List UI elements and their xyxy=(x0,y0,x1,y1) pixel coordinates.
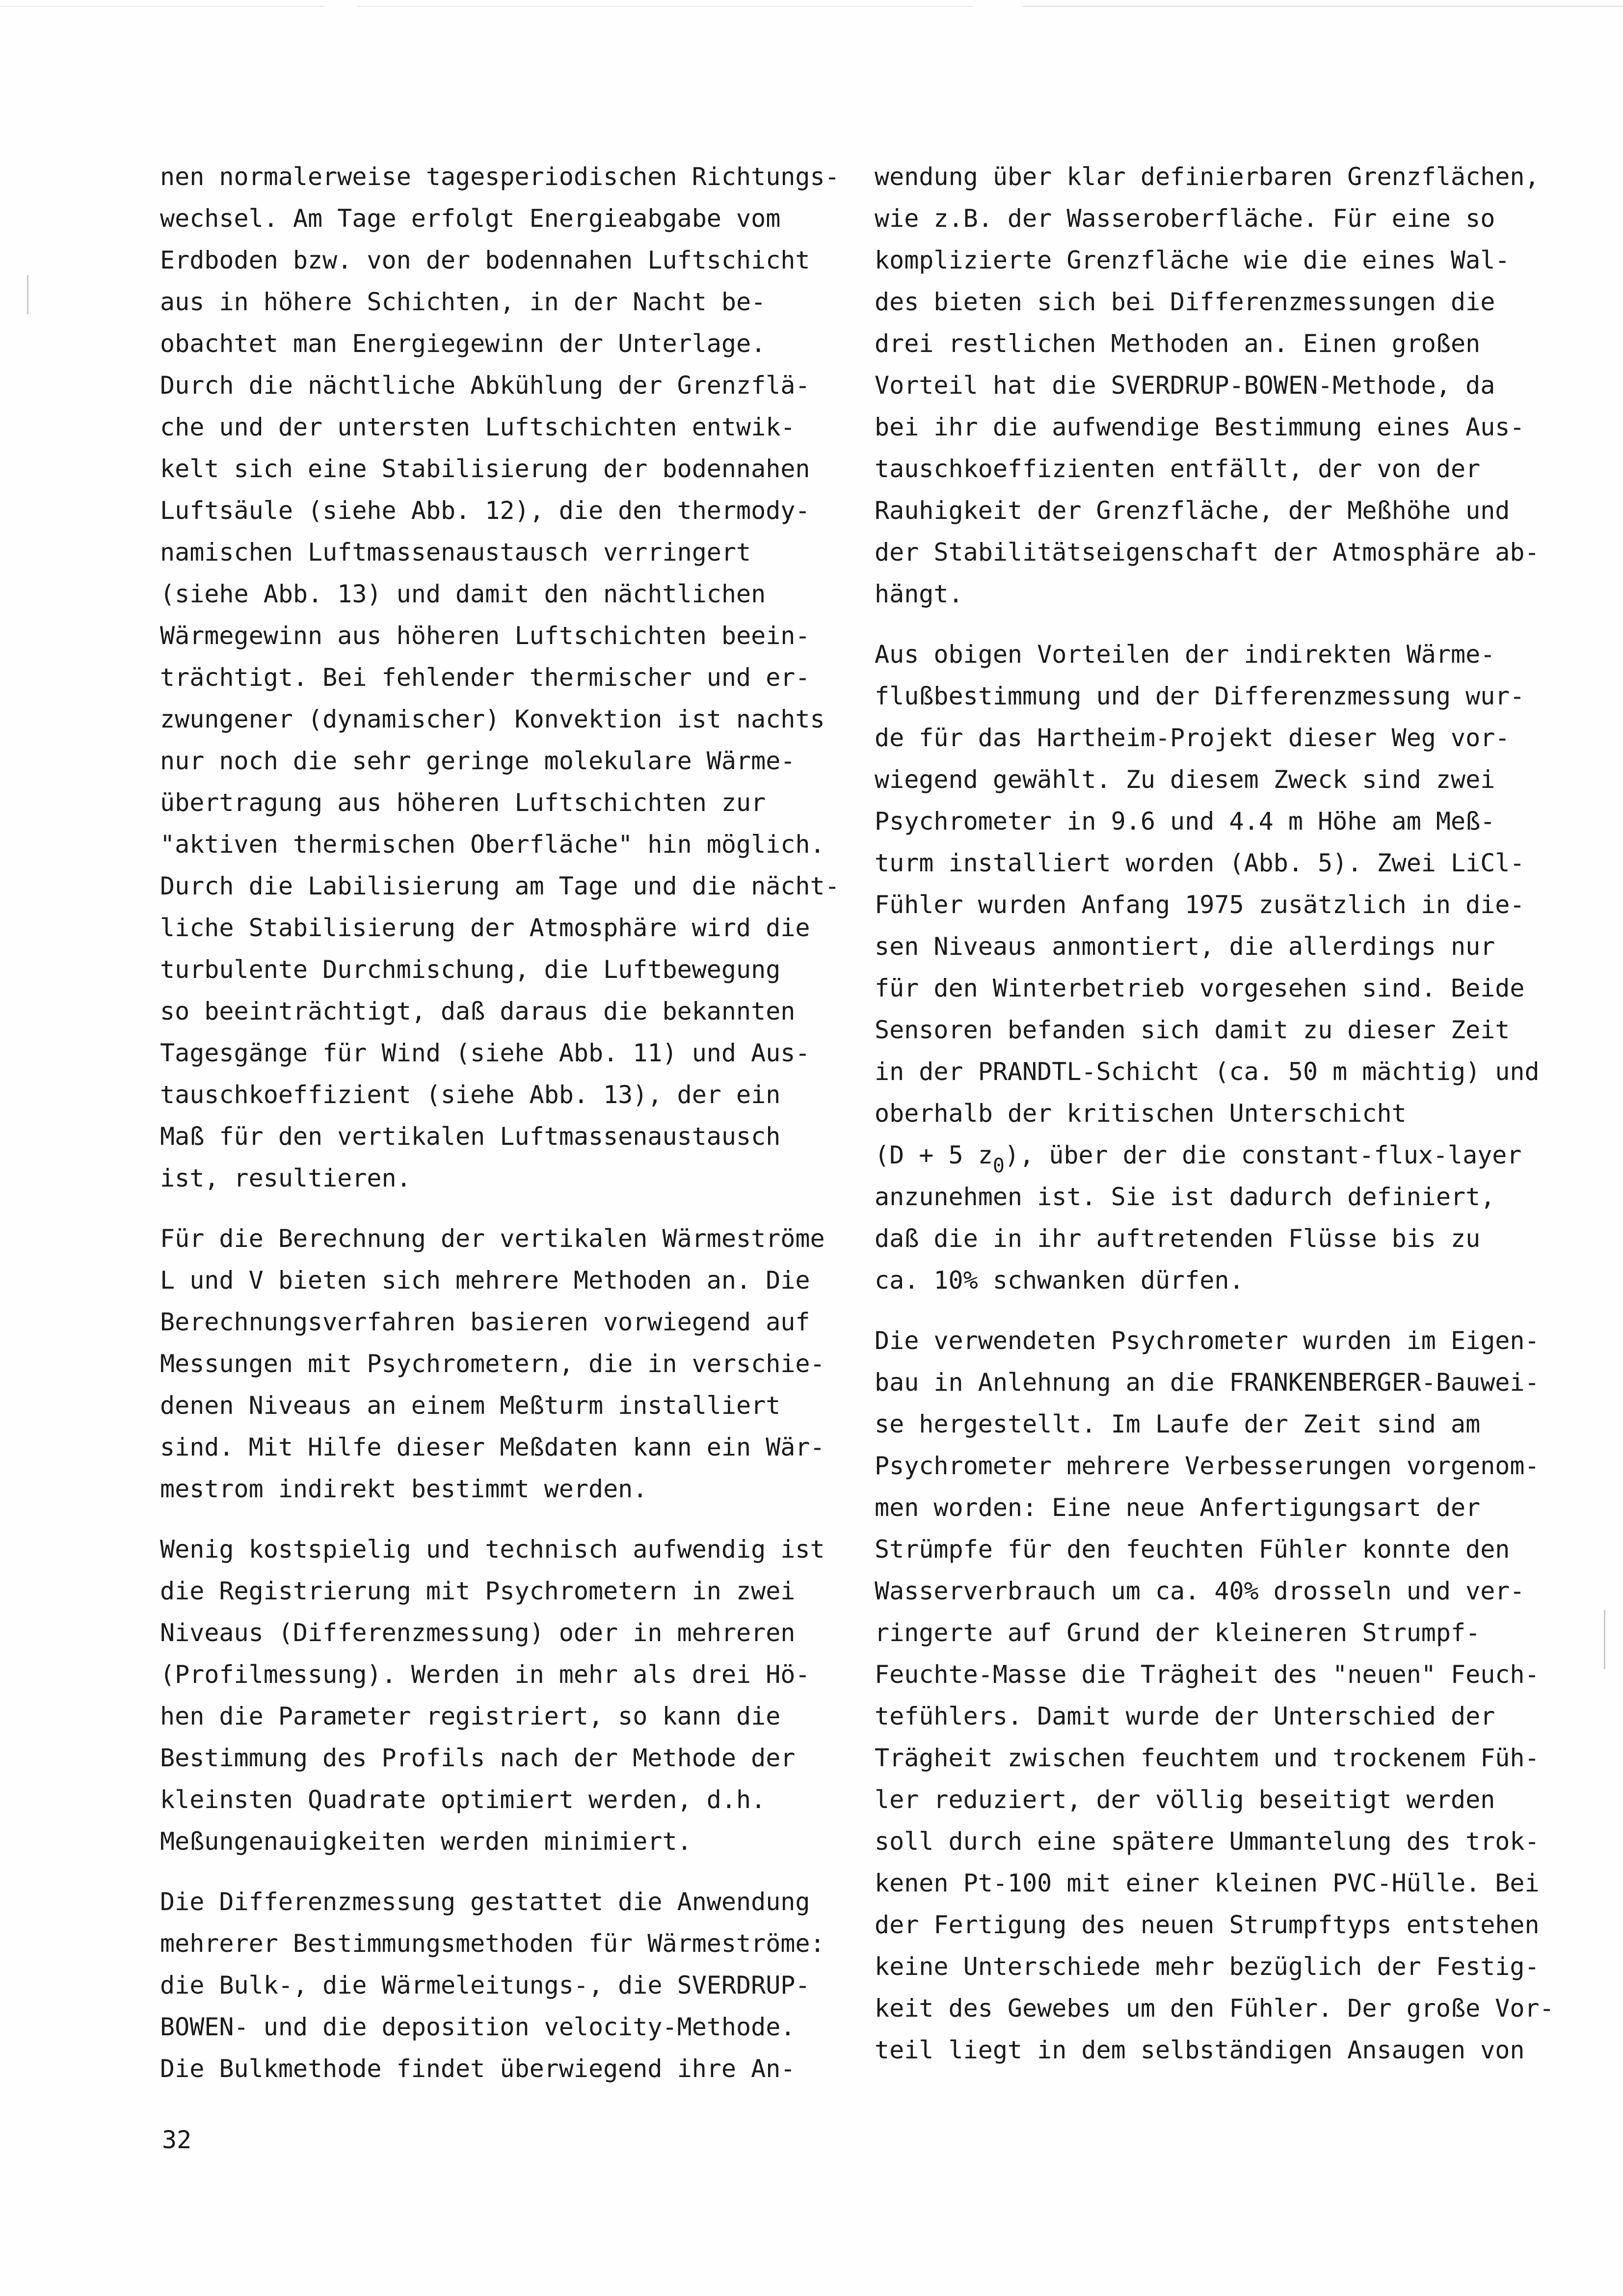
text-line: Rauhigkeit der Grenzfläche, der Meßhöhe und xyxy=(875,496,1510,525)
text-line: wechsel. Am Tage erfolgt Energieabgabe vom xyxy=(160,204,781,233)
page-number: 32 xyxy=(162,2126,192,2154)
text-line: Feuchte-Masse die Trägheit des "neuen" Feuch- xyxy=(875,1660,1540,1689)
text-line: Die Differenzmessung gestattet die Anwendung xyxy=(160,1888,810,1916)
paragraph xyxy=(160,1218,832,1510)
text-line: (siehe Abb. 13) und damit den nächtlichen xyxy=(160,580,766,608)
text-line: oberhalb der kritischen Unterschicht xyxy=(875,1099,1407,1128)
scan-top-edge xyxy=(0,6,1623,7)
text-line: Durch die Labilisierung am Tage und die nächt- xyxy=(160,872,840,900)
paragraph xyxy=(875,1320,1554,2071)
text-line: tauschkoeffizient (siehe Abb. 13), der ein xyxy=(160,1080,781,1109)
text-line: für den Winterbetrieb vorgesehen sind. Beide xyxy=(875,974,1525,1002)
text-line: ist, resultieren. xyxy=(160,1164,411,1192)
scan-right-edge-mark xyxy=(1604,1610,1605,1669)
text-line: mestrom indirekt bestimmt werden. xyxy=(160,1475,648,1503)
text-line: nur noch die sehr geringe molekulare Wärme- xyxy=(160,747,796,775)
text-line: sen Niveaus anmontiert, die allerdings nur xyxy=(875,932,1495,961)
text-line: Niveaus (Differenzmessung) oder in mehreren xyxy=(160,1619,796,1647)
text-line: die Registrierung mit Psychrometern in zwei xyxy=(160,1577,796,1605)
text-line: wie z.B. der Wasseroberfläche. Für eine so xyxy=(875,204,1495,233)
left-text-column xyxy=(160,156,840,2090)
text-line: L und V bieten sich mehrere Methoden an. Die xyxy=(160,1266,810,1295)
paragraph xyxy=(160,1881,832,2090)
text-line: tauschkoeffizienten entfällt, der von der xyxy=(875,455,1481,483)
text-line: che und der untersten Luftschichten entwik- xyxy=(160,413,796,441)
text-line: se hergestellt. Im Laufe der Zeit sind am xyxy=(875,1410,1481,1438)
text-line: Berechnungsverfahren basieren vorwiegend auf xyxy=(160,1308,810,1336)
text-line: Maß für den vertikalen Luftmassenaustausch xyxy=(160,1122,781,1151)
text-line: Trägheit zwischen feuchtem und trockenem Füh- xyxy=(875,1744,1540,1772)
text-line: Tagesgänge für Wind (siehe Abb. 11) und Aus- xyxy=(160,1039,810,1067)
text-line: so beeinträchtigt, daß daraus die bekannten xyxy=(160,997,796,1026)
text-line: men worden: Eine neue Anfertigungsart der xyxy=(875,1493,1481,1522)
right-text-column xyxy=(875,156,1554,2071)
text-line: namischen Luftmassenaustausch verringert xyxy=(160,538,751,567)
text-line: Wenig kostspielig und technisch aufwendig ist xyxy=(160,1535,825,1564)
text-line: sind. Mit Hilfe dieser Meßdaten kann ein Wär- xyxy=(160,1433,825,1461)
text-line: daß die in ihr auftretenden Flüsse bis zu xyxy=(875,1224,1481,1253)
text-line: Für die Berechnung der vertikalen Wärmeströme xyxy=(160,1224,825,1253)
text-line: Psychrometer in 9.6 und 4.4 m Höhe am Meß- xyxy=(875,807,1495,836)
text-line: des bieten sich bei Differenzmessungen die xyxy=(875,288,1495,316)
text-line: trächtigt. Bei fehlender thermischer und er- xyxy=(160,663,810,692)
paragraph xyxy=(875,156,1547,615)
text-line: wendung über klar definierbaren Grenzflächen, xyxy=(875,162,1540,191)
text-line: übertragung aus höheren Luftschichten zur xyxy=(160,788,766,817)
text-line: Sensoren befanden sich damit zu dieser Zeit xyxy=(875,1016,1510,1044)
text-line: de für das Hartheim-Projekt dieser Weg vor- xyxy=(875,724,1510,752)
text-line: Meßungenauigkeiten werden minimiert. xyxy=(160,1827,692,1856)
formula-subscript: 0 xyxy=(992,1155,1005,1177)
text-line: der Stabilitätseigenschaft der Atmosphäre ab- xyxy=(875,538,1540,567)
text-line: hängt. xyxy=(875,580,963,608)
text-line: zwungener (dynamischer) Konvektion ist nachts xyxy=(160,705,825,733)
text-line: flußbestimmung und der Differenzmessung wur- xyxy=(875,682,1525,710)
text-line: komplizierte Grenzfläche wie die eines Wal- xyxy=(875,246,1510,274)
paragraph xyxy=(160,156,840,1199)
text-line: aus in höhere Schichten, in der Nacht be- xyxy=(160,288,766,316)
text-line: Wasserverbrauch um ca. 40% drosseln und ver- xyxy=(875,1577,1525,1605)
text-line: Durch die nächtliche Abkühlung der Grenzflä- xyxy=(160,371,810,400)
text-line: turbulente Durchmischung, die Luftbewegung xyxy=(160,955,781,984)
text-line: die Bulk-, die Wärmeleitungs-, die SVERDRUP- xyxy=(160,1971,810,1999)
text-line: keine Unterschiede mehr bezüglich der Festig- xyxy=(875,1952,1540,1981)
text-line: Erdboden bzw. von der bodennahen Luftschicht xyxy=(160,246,810,274)
text-line: Wärmegewinn aus höheren Luftschichten beein- xyxy=(160,621,810,650)
text-line: in der PRANDTL-Schicht (ca. 50 m mächtig) und xyxy=(875,1057,1540,1086)
text-line: nen normalerweise tagesperiodischen Richtungs- xyxy=(160,162,840,191)
text-line: drei restlichen Methoden an. Einen großen xyxy=(875,329,1481,358)
text-line: anzunehmen ist. Sie ist dadurch definiert, xyxy=(875,1183,1495,1211)
text-line: "aktiven thermischen Oberfläche" hin möglich. xyxy=(160,830,825,859)
text-line: Messungen mit Psychrometern, die in verschie- xyxy=(160,1350,825,1378)
text-line: Die Bulkmethode findet überwiegend ihre An- xyxy=(160,2054,796,2083)
text-line: wiegend gewählt. Zu diesem Zweck sind zwei xyxy=(875,765,1495,794)
text-line: kenen Pt-100 mit einer kleinen PVC-Hülle. Bei xyxy=(875,1869,1540,1897)
scan-left-edge-mark xyxy=(27,275,28,314)
text-line: Fühler wurden Anfang 1975 zusätzlich in die- xyxy=(875,891,1525,919)
formula-suffix: ), über der die constant-flux-layer xyxy=(1004,1141,1522,1169)
text-line: kelt sich eine Stabilisierung der bodennahen xyxy=(160,455,810,483)
text-line: (Profilmessung). Werden in mehr als drei Hö- xyxy=(160,1660,810,1689)
text-line: BOWEN- und die deposition velocity-Methode. xyxy=(160,2013,796,2041)
text-line: denen Niveaus an einem Meßturm installiert xyxy=(160,1391,781,1420)
paragraph xyxy=(875,634,1547,1301)
text-line: der Fertigung des neuen Strumpftyps entstehen xyxy=(875,1911,1540,1939)
text-line: obachtet man Energiegewinn der Unterlage. xyxy=(160,329,766,358)
text-line: Bestimmung des Profils nach der Methode der xyxy=(160,1744,796,1772)
text-line: Aus obigen Vorteilen der indirekten Wärme- xyxy=(875,640,1495,669)
text-line: bau in Anlehnung an die FRANKENBERGER-Bauwei- xyxy=(875,1368,1540,1397)
text-line: turm installiert worden (Abb. 5). Zwei LiCl- xyxy=(875,849,1525,877)
text-line: keit des Gewebes um den Fühler. Der große Vor- xyxy=(875,1994,1554,2023)
text-line: ringerte auf Grund der kleineren Strumpf- xyxy=(875,1619,1481,1647)
text-line: ca. 10% schwanken dürfen. xyxy=(875,1266,1244,1295)
formula-line xyxy=(875,1134,1547,1176)
text-line: soll durch eine spätere Ummantelung des trok- xyxy=(875,1827,1540,1856)
text-line: Strümpfe für den feuchten Fühler konnte den xyxy=(875,1535,1510,1564)
text-line: Luftsäule (siehe Abb. 12), die den thermody- xyxy=(160,496,810,525)
text-line: teil liegt in dem selbständigen Ansaugen von xyxy=(875,2036,1525,2064)
text-line: Psychrometer mehrere Verbesserungen vorgenom- xyxy=(875,1452,1540,1480)
text-line: bei ihr die aufwendige Bestimmung eines Aus- xyxy=(875,413,1525,441)
text-line: mehrerer Bestimmungsmethoden für Wärmeströme: xyxy=(160,1929,825,1958)
paragraph xyxy=(160,1529,832,1863)
text-line: ler reduziert, der völlig beseitigt werden xyxy=(875,1785,1495,1814)
text-line: kleinsten Quadrate optimiert werden, d.h. xyxy=(160,1785,766,1814)
text-line: Die verwendeten Psychrometer wurden im Eigen- xyxy=(875,1326,1540,1355)
formula-prefix: (D + 5 z xyxy=(875,1141,993,1169)
text-line: liche Stabilisierung der Atmosphäre wird die xyxy=(160,914,810,942)
text-line: tefühlers. Damit wurde der Unterschied der xyxy=(875,1702,1495,1730)
text-line: hen die Parameter registriert, so kann die xyxy=(160,1702,781,1730)
text-line: Vorteil hat die SVERDRUP-BOWEN-Methode, da xyxy=(875,371,1495,400)
